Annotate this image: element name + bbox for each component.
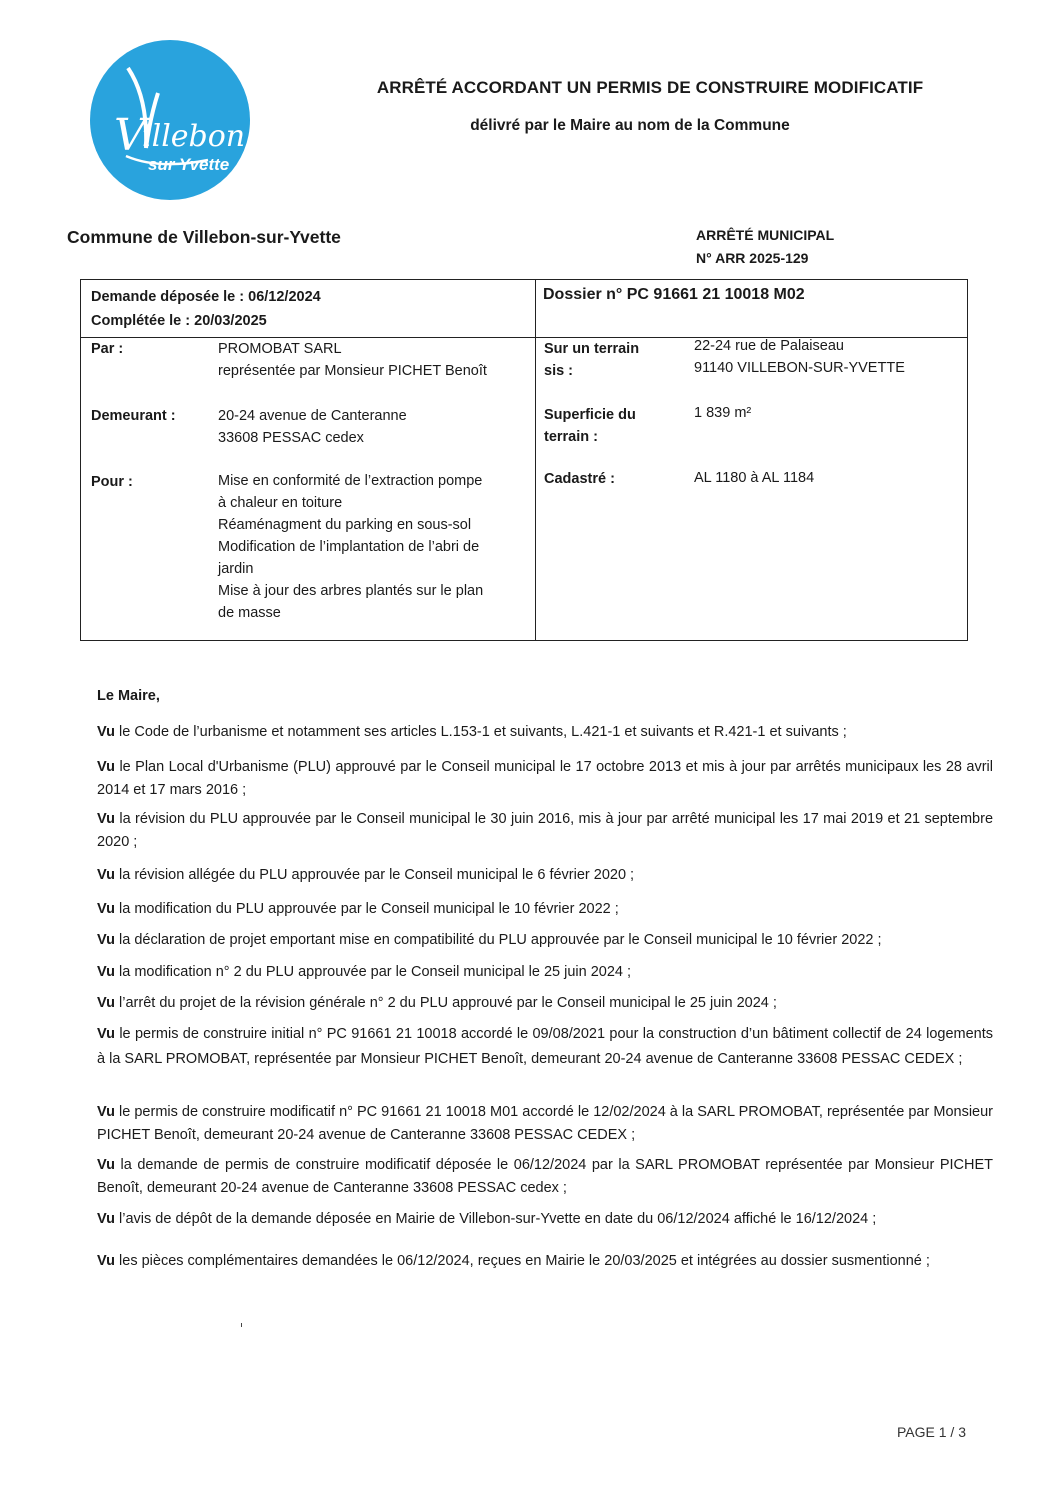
vu-word: Vu: [97, 1157, 115, 1173]
terrain-address-line: 22-24 rue de Palaiseau: [694, 338, 844, 354]
logo-text-sub: sur Yvette: [148, 155, 230, 174]
logo-letter: V: [114, 110, 146, 161]
vu-word: Vu: [97, 1211, 115, 1227]
vu-word: Vu: [97, 811, 115, 827]
vu-word: Vu: [97, 724, 115, 740]
arrete-number: N° ARR 2025-129: [696, 250, 809, 266]
vu-paragraph: Vu la modification du PLU approuvée par le Conseil municipal le 10 février 2022 ;: [97, 901, 619, 917]
arrete-label: ARRÊTÉ MUNICIPAL: [696, 227, 835, 243]
vu-paragraph: Vu la déclaration de projet emportant mise en compatibilité du PLU approuvée par le Conseil municipal le 10 février 2022 ;: [97, 932, 882, 948]
vu-paragraph: Vu les pièces complémentaires demandées le 06/12/2024, reçues en Mairie le 20/03/2025 et intégrées au dossier susmentionné ;: [97, 1253, 930, 1269]
superficie-label: terrain :: [544, 429, 598, 445]
maire-heading: Le Maire,: [97, 688, 160, 704]
vu-paragraph: Vu la révision allégée du PLU approuvée par le Conseil municipal le 6 février 2020 ;: [97, 867, 635, 883]
pour-line: Mise en conformité de l’extraction pompe: [218, 473, 483, 489]
pour-line: Réaménagment du parking en sous-sol: [218, 517, 472, 533]
page-number: PAGE 1 / 3: [897, 1424, 966, 1440]
vu-paragraph: Vu l’arrêt du projet de la révision générale n° 2 du PLU approuvé par le Conseil municipal le 25 juin 2024 ;: [97, 995, 777, 1011]
superficie-label: Superficie du: [544, 407, 636, 423]
document-subtitle: délivré par le Maire au nom de la Commune: [470, 117, 790, 134]
pour-line: jardin: [218, 561, 254, 577]
vu-paragraph: Vu l’avis de dépôt de la demande déposée en Mairie de Villebon-sur-Yvette en date du 06/12/2024 affiché le 16/12/2024 ;: [97, 1211, 877, 1227]
terrain-label: Sur un terrain: [544, 341, 640, 357]
logo-text-main: illebon: [142, 119, 246, 154]
scan-mark: [241, 1323, 242, 1327]
vu-word: Vu: [97, 759, 115, 775]
vu-paragraph: Vu la révision du PLU approuvée par le Conseil municipal le 30 juin 2016, mis à jour par arrêté municipal les 17 mai 2019 et 21 septembre 2020 ;: [97, 811, 994, 850]
commune-name: Commune de Villebon-sur-Yvette: [67, 227, 341, 247]
pour-line: Modification de l’implantation de l’abri de: [218, 539, 480, 555]
demande-date: Demande déposée le : 06/12/2024: [91, 289, 321, 305]
vu-word: Vu: [97, 867, 115, 883]
vu-paragraph: Vu la modification n° 2 du PLU approuvée par le Conseil municipal le 25 juin 2024 ;: [97, 964, 632, 980]
completee-date: Complétée le : 20/03/2025: [91, 313, 267, 329]
pour-label: Pour :: [91, 474, 133, 490]
vu-word: Vu: [97, 932, 115, 948]
villebon-logo: [88, 38, 252, 202]
dossier-number: Dossier n° PC 91661 21 10018 M02: [543, 286, 805, 303]
vu-word: Vu: [97, 995, 115, 1011]
vu-word: Vu: [97, 964, 115, 980]
demeurant-label: Demeurant :: [91, 408, 176, 424]
vu-word: Vu: [97, 1104, 115, 1120]
cadastre-label: Cadastré :: [544, 471, 615, 487]
dossier-info-table: [80, 279, 968, 641]
table-divider-vertical: [535, 280, 536, 640]
terrain-label: sis :: [544, 363, 574, 379]
vu-word: Vu: [97, 901, 115, 917]
vu-paragraph: Vu le permis de construire initial n° PC 91661 21 10018 accordé le 09/08/2021 pour la construction d’un bâtiment collectif de 24 logements à la SARL PROMOBAT, représentée par Monsieur PICHET Benoît, demeurant 20-24 avenue de Canteranne 33608 PESSAC CEDEX ;: [97, 1026, 993, 1067]
vu-word: Vu: [97, 1253, 115, 1269]
demeurant-line: 20-24 avenue de Canteranne: [218, 408, 407, 424]
vu-word: Vu: [97, 1026, 115, 1042]
cadastre-value: AL 1180 à AL 1184: [694, 470, 815, 486]
vu-paragraph: Vu le Plan Local d'Urbanisme (PLU) approuvé par le Conseil municipal le 17 octobre 2013 et mis à jour par arrêtés municipaux les 28 avril 2014 et 17 mars 2016 ;: [97, 759, 994, 798]
vu-paragraph: Vu le permis de construire modificatif n° PC 91661 21 10018 M01 accordé le 12/02/2024 à la SARL PROMOBAT, représentée par Monsieur PICHET Benoît, demeurant 20-24 avenue de Canteranne 33608 PESSAC CEDEX ;: [97, 1104, 993, 1143]
par-label: Par :: [91, 341, 124, 357]
demeurant-line: 33608 PESSAC cedex: [218, 430, 364, 446]
vu-paragraph: Vu le Code de l’urbanisme et notamment ses articles L.153-1 et suivants, L.421-1 et suivants et R.421-1 et suivants ;: [97, 724, 847, 740]
par-line: représentée par Monsieur PICHET Benoît: [218, 363, 487, 379]
par-line: PROMOBAT SARL: [218, 341, 342, 357]
superficie-value: 1 839 m²: [694, 405, 752, 421]
terrain-address-line: 91140 VILLEBON-SUR-YVETTE: [694, 360, 905, 376]
pour-line: à chaleur en toiture: [218, 495, 343, 511]
pour-line: de masse: [218, 605, 281, 621]
pour-line: Mise à jour des arbres plantés sur le plan: [218, 583, 484, 599]
vu-paragraph: Vu la demande de permis de construire modificatif déposée le 06/12/2024 par la SARL PROMOBAT représentée par Monsieur PICHET Benoît, demeurant 20-24 avenue de Canteranne 33608 PESSAC cedex ;: [97, 1157, 993, 1196]
document-title: ARRÊTÉ ACCORDANT UN PERMIS DE CONSTRUIRE MODIFICATIF: [376, 78, 924, 97]
